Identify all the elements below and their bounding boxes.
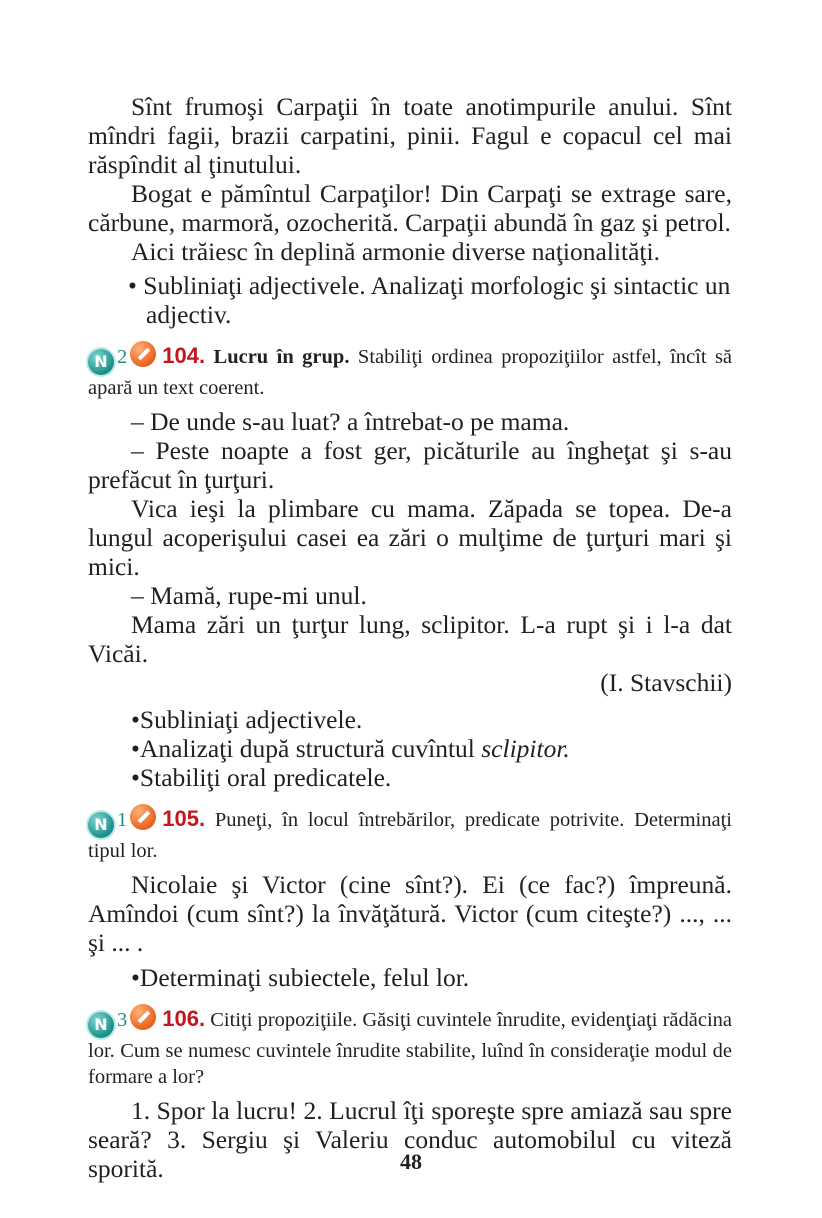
level-n-icon: N bbox=[88, 812, 114, 838]
page-content bbox=[88, 92, 732, 1183]
exercise-104-header bbox=[88, 341, 732, 401]
dialog-line-2: – Peste noapte a fost ger, picăturile au îngheţat şi s-au prefăcut în ţurţuri. bbox=[88, 436, 732, 494]
exercise-105-header bbox=[88, 804, 732, 864]
exercise-105-text: Nicolaie şi Victor (cine sînt?). Ei (ce fac?) împreună. Amîndoi (cum sînt?) la învăţătură. Victor (cum citeşte?) ..., ... şi ... . bbox=[88, 870, 732, 957]
difficulty-level: 3 bbox=[117, 1009, 128, 1031]
task-bullet-1: •Determinaţi subiectele, felul lor. bbox=[131, 963, 470, 992]
pencil-icon bbox=[130, 341, 156, 367]
level-n-icon: N bbox=[88, 1012, 114, 1038]
exercise-number: 104. bbox=[162, 343, 206, 368]
task-bullet-3: •Stabiliţi oral predicatele. bbox=[131, 763, 392, 792]
intro-paragraph-3: Aici trăiesc în deplină armonie diverse naţionalităţi. bbox=[131, 237, 660, 266]
difficulty-level: 2 bbox=[117, 346, 128, 368]
exercise-106-header bbox=[88, 1004, 732, 1090]
exercise-instruction: Citiţi propoziţiile. Găsiţi cuvintele înrudite, evidenţiaţi rădăcina lor. Cum se numesc cuvintele înrudite stabilite, luînd în consideraţie modul de formare a lor? bbox=[88, 1009, 732, 1088]
task-bullet-2 bbox=[131, 734, 732, 763]
exercise-106-text: 1. Spor la lucru! 2. Lucrul îţi sporeşte spre amiază sau spre seară? 3. Sergiu şi Valeriu conduc automobilul cu viteză sporită. bbox=[88, 1096, 732, 1183]
dialog-line-4: – Mamă, rupe-mi unul. bbox=[131, 581, 367, 610]
exercise-number: 105. bbox=[162, 806, 206, 831]
pencil-icon bbox=[130, 1004, 156, 1030]
story-line-3: Vica ieşi la plimbare cu mama. Zăpada se topea. De-a lungul acoperişului casei ea zări o mulţime de ţurţuri mari şi mici. bbox=[88, 494, 732, 581]
pencil-icon bbox=[130, 804, 156, 830]
exercise-title: Lucru în grup. bbox=[213, 346, 350, 368]
exercise-number: 106. bbox=[162, 1006, 206, 1031]
level-n-icon: N bbox=[88, 349, 114, 375]
dialog-line-1: – De unde s-au luat? a întrebat-o pe mama. bbox=[131, 407, 570, 436]
task-bullet-1: •Subliniaţi adjectivele. bbox=[131, 705, 363, 734]
intro-task-bullet: • Subliniaţi adjectivele. Analizaţi morfologic şi sintactic un adjectiv. bbox=[128, 271, 731, 329]
story-line-5: Mama zări un ţurţur lung, sclipitor. L-a rupt şi i l-a dat Vicăi. bbox=[88, 610, 732, 668]
difficulty-level: 1 bbox=[117, 809, 128, 831]
task-bullet-2-text: •Analizaţi după structură cuvîntul bbox=[131, 734, 482, 763]
exercise-instruction: Stabiliţi ordinea propoziţiilor astfel, încît să apară un text coerent. bbox=[88, 346, 733, 399]
text-source: (I. Stavschii) bbox=[600, 668, 732, 697]
task-bullet-2-word: sclipitor. bbox=[481, 734, 570, 763]
intro-paragraph-2: Bogat e pămîntul Carpaţilor! Din Carpaţi se extrage sare, cărbune, marmoră, ozocherită. Carpaţii abundă în gaz şi petrol. bbox=[88, 179, 732, 237]
exercise-instruction: Puneţi, în locul întrebărilor, predicate potrivite. Determinaţi tipul lor. bbox=[88, 809, 732, 862]
intro-paragraph-1: Sînt frumoşi Carpaţii în toate anotimpurile anului. Sînt mîndri fagii, brazii carpatini, pinii. Fagul e copacul cel mai răspîndit al ţinutului. bbox=[88, 92, 732, 179]
page-number: 48 bbox=[400, 1149, 422, 1174]
